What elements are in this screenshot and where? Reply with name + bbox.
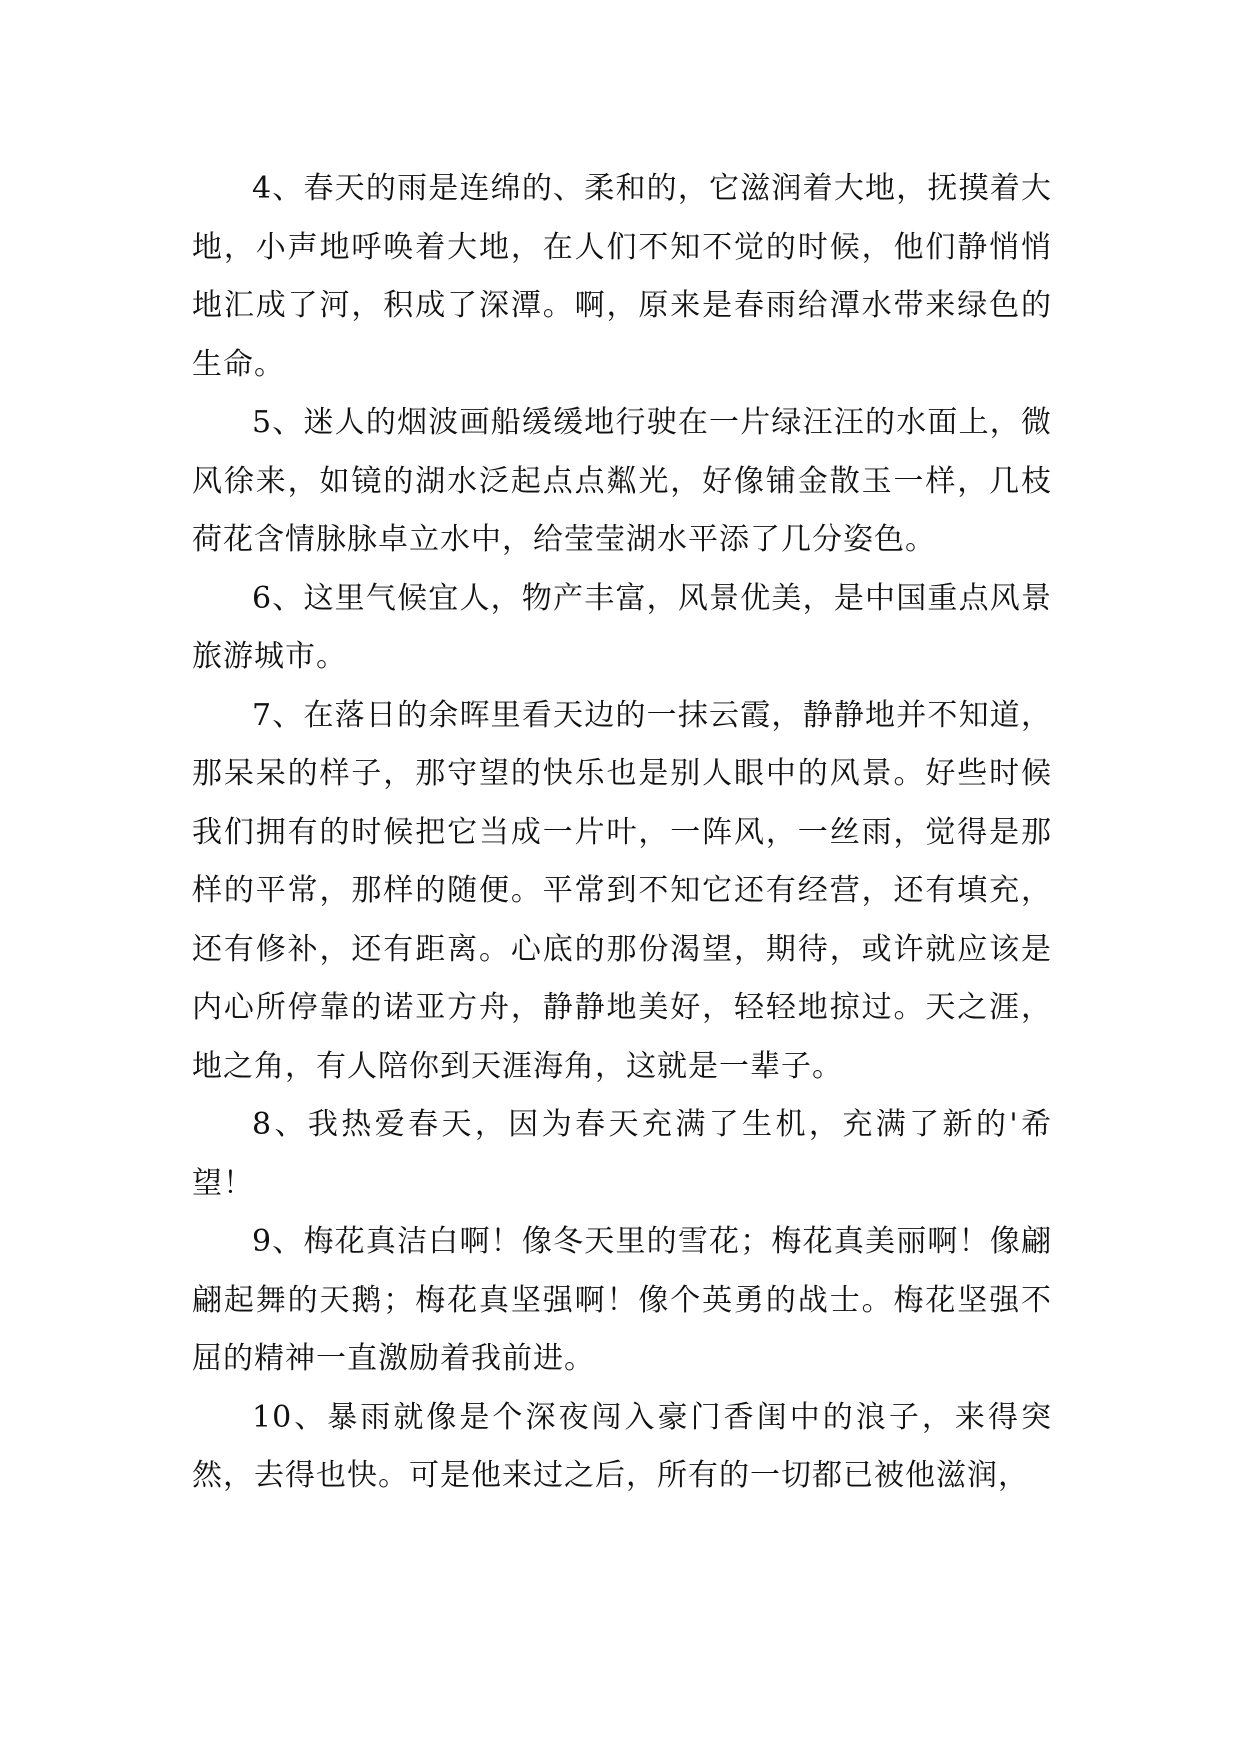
paragraph-6: 6、这里气候宜人，物产丰富，风景优美，是中国重点风景旅游城市。: [192, 580, 1052, 674]
paragraph-4: 4、春天的雨是连绵的、柔和的，它滋润着大地，抚摸着大地，小声地呼唤着大地，在人们不知不觉的时候，他们静悄悄地汇成了河，积成了深潭。啊，原来是春雨给潭水带来绿色的生命。: [192, 171, 1052, 382]
paragraph-8: 8、我热爱春天，因为春天充满了生机，充满了新的'希望！: [192, 1107, 1052, 1201]
paragraph-9: 9、梅花真洁白啊！像冬天里的雪花；梅花真美丽啊！像翩翩起舞的天鹅；梅花真坚强啊！像个英勇的战士。梅花坚强不屈的精神一直激励着我前进。: [192, 1224, 1052, 1376]
body-text: [192, 160, 1052, 1506]
paragraph-10: 10、暴雨就像是个深夜闯入豪门香闺中的浪子，来得突然，去得也快。可是他来过之后，所有的一切都已被他滋润，: [192, 1399, 1052, 1493]
paragraph-7: 7、在落日的余晖里看天边的一抹云霞，静静地并不知道，那呆呆的样子，那守望的快乐也是别人眼中的风景。好些时候我们拥有的时候把它当成一片叶，一阵风，一丝雨，觉得是那样的平常，那样的随便。平常到不知它还有经营，还有填充，还有修补，还有距离。心底的那份渴望，期待，或许就应该是内心所停靠的诺亚方舟，静静地美好，轻轻地掠过。天之涯，地之角，有人陪你到天涯海角，这就是一辈子。: [192, 697, 1052, 1084]
paragraph-5: 5、迷人的烟波画船缓缓地行驶在一片绿汪汪的水面上，微风徐来，如镜的湖水泛起点点粼光，好像铺金散玉一样，几枝荷花含情脉脉卓立水中，给莹莹湖水平添了几分姿色。: [192, 405, 1052, 557]
